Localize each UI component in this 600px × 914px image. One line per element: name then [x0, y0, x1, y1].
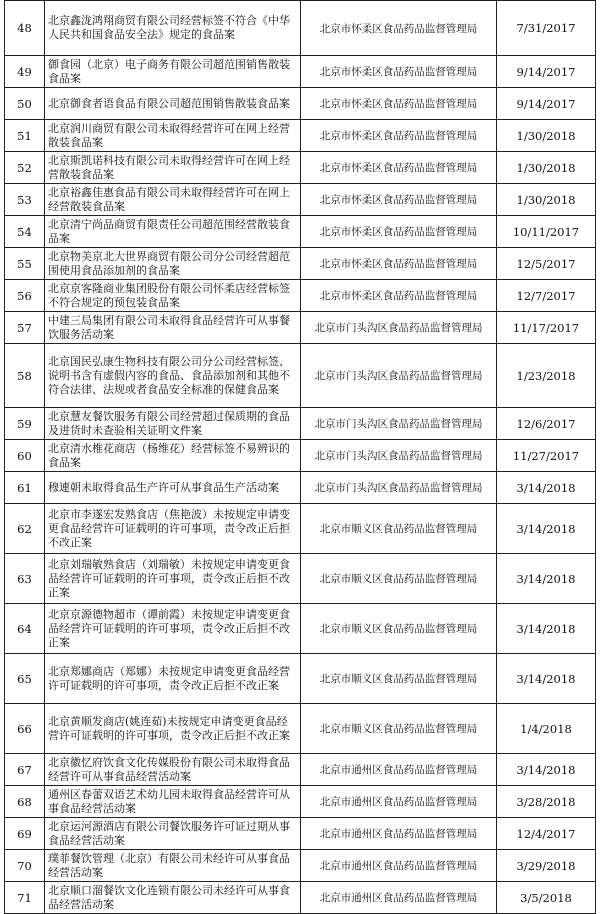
case-name-cell: 北京顺口溜餐饮文化连锁有限公司未经许可从事食品经营活动案: [45, 882, 301, 914]
case-number-cell: 56: [5, 280, 45, 312]
case-name-cell: 北京斯凯诺科技有限公司未取得经营许可在网上经营散装食品案: [45, 152, 301, 184]
decision-date-cell: 9/14/2017: [497, 56, 596, 88]
decision-date-cell: 3/29/2018: [497, 850, 596, 882]
authority-cell: 北京市顺义区食品药品监督管理局: [301, 654, 497, 704]
table-body: [5, 1, 596, 914]
decision-date-cell: 3/14/2018: [497, 654, 596, 704]
case-number-cell: 52: [5, 152, 45, 184]
table-row: [5, 1, 596, 56]
decision-date-cell: 12/5/2017: [497, 248, 596, 280]
case-name-cell: 北京清水椎花商店（杨维花）经营标签不易辨识的食品案: [45, 440, 301, 472]
authority-cell: 北京市门头沟区食品药品监督管理局: [301, 312, 497, 344]
table-row: [5, 882, 596, 914]
case-number-cell: 59: [5, 408, 45, 440]
penalty-cases-table: [4, 0, 596, 914]
table-row: [5, 604, 596, 654]
case-number-cell: 51: [5, 120, 45, 152]
authority-cell: 北京市门头沟区食品药品监督管理局: [301, 344, 497, 408]
decision-date-cell: 7/31/2017: [497, 1, 596, 56]
case-number-cell: 70: [5, 850, 45, 882]
table-row: [5, 818, 596, 850]
authority-cell: 北京市通州区食品药品监督管理局: [301, 754, 497, 786]
decision-date-cell: 3/14/2018: [497, 604, 596, 654]
case-name-cell: 穆連朝未取得食品生产许可从事食品生产活动案: [45, 472, 301, 504]
decision-date-cell: 3/5/2018: [497, 882, 596, 914]
authority-cell: 北京市通州区食品药品监督管理局: [301, 882, 497, 914]
case-number-cell: 49: [5, 56, 45, 88]
authority-cell: 北京市怀柔区食品药品监督管理局: [301, 152, 497, 184]
authority-cell: 北京市门头沟区食品药品监督管理局: [301, 440, 497, 472]
decision-date-cell: 1/30/2018: [497, 120, 596, 152]
table-row: [5, 120, 596, 152]
case-number-cell: 54: [5, 216, 45, 248]
case-name-cell: 北京国民弘康生物科技有限公司分公司经营标签、说明书含有虚假内容的食品、食品添加剂和其他不符合法律、法规或者食品安全标准的保健食品案: [45, 344, 301, 408]
decision-date-cell: 3/28/2018: [497, 786, 596, 818]
authority-cell: 北京市怀柔区食品药品监督管理局: [301, 1, 497, 56]
case-number-cell: 65: [5, 654, 45, 704]
case-number-cell: 71: [5, 882, 45, 914]
authority-cell: 北京市通州区食品药品监督管理局: [301, 818, 497, 850]
case-name-cell: 北京御食者语食品有限公司超范围销售散装食品案: [45, 88, 301, 120]
decision-date-cell: 1/30/2018: [497, 184, 596, 216]
table-row: [5, 504, 596, 554]
case-number-cell: 57: [5, 312, 45, 344]
case-name-cell: 北京黄顺发商店(姚连茹)未按规定申请变更食品经营许可证载明的许可事项，责令改正后拒不改正案: [45, 704, 301, 754]
authority-cell: 北京市通州区食品药品监督管理局: [301, 786, 497, 818]
decision-date-cell: 11/17/2017: [497, 312, 596, 344]
decision-date-cell: 3/14/2018: [497, 504, 596, 554]
decision-date-cell: 3/14/2018: [497, 754, 596, 786]
case-number-cell: 62: [5, 504, 45, 554]
case-number-cell: 68: [5, 786, 45, 818]
decision-date-cell: 10/11/2017: [497, 216, 596, 248]
authority-cell: 北京市顺义区食品药品监督管理局: [301, 604, 497, 654]
authority-cell: 北京市怀柔区食品药品监督管理局: [301, 216, 497, 248]
case-number-cell: 58: [5, 344, 45, 408]
decision-date-cell: 3/14/2018: [497, 472, 596, 504]
authority-cell: 北京市怀柔区食品药品监督管理局: [301, 88, 497, 120]
table-row: [5, 704, 596, 754]
case-number-cell: 63: [5, 554, 45, 604]
decision-date-cell: 1/23/2018: [497, 344, 596, 408]
table-row: [5, 184, 596, 216]
case-name-cell: 北京清宁尚品商贸有限责任公司超范围经营散装食品案: [45, 216, 301, 248]
decision-date-cell: 12/6/2017: [497, 408, 596, 440]
case-name-cell: 北京京客隆商业集团股份有限公司怀柔店经营标签不符合规定的预包装食品案: [45, 280, 301, 312]
authority-cell: 北京市顺义区食品药品监督管理局: [301, 554, 497, 604]
decision-date-cell: 12/4/2017: [497, 818, 596, 850]
authority-cell: 北京市通州区食品药品监督管理局: [301, 850, 497, 882]
decision-date-cell: 12/7/2017: [497, 280, 596, 312]
decision-date-cell: 1/30/2018: [497, 152, 596, 184]
case-name-cell: 通州区春蕾双语艺术幼儿园未取得食品经营许可从事食品经营活动案: [45, 786, 301, 818]
table-row: [5, 344, 596, 408]
table-row: [5, 88, 596, 120]
case-name-cell: 璞菲餐饮管理（北京）有限公司未经许可从事食品经营活动案: [45, 850, 301, 882]
authority-cell: 北京市怀柔区食品药品监督管理局: [301, 184, 497, 216]
decision-date-cell: 1/4/2018: [497, 704, 596, 754]
case-name-cell: 北京京源德物超市（谭前霞）未按规定申请变更食品经营许可证载明的许可事项，责令改正后拒不改正案: [45, 604, 301, 654]
case-name-cell: 北京徽忆府饮食文化传媒股份有限公司未取得食品经营许可从事食品经营活动案: [45, 754, 301, 786]
table-row: [5, 248, 596, 280]
case-name-cell: 北京郑娜商店（郑娜）未按规定申请变更食品经营许可证载明的许可事项，责令改正后拒不改正案: [45, 654, 301, 704]
table-row: [5, 216, 596, 248]
decision-date-cell: 9/14/2017: [497, 88, 596, 120]
case-name-cell: 北京鑫泷鸿翔商贸有限公司经营标签不符合《中华人民共和国食品安全法》规定的食品案: [45, 1, 301, 56]
table-row: [5, 280, 596, 312]
table-row: [5, 786, 596, 818]
authority-cell: 北京市怀柔区食品药品监督管理局: [301, 120, 497, 152]
case-name-cell: 北京市李遂宏发熟食店（焦艳波）未按规定申请变更食品经营许可证载明的许可事项，责令改正后拒不改正案: [45, 504, 301, 554]
case-number-cell: 60: [5, 440, 45, 472]
case-number-cell: 50: [5, 88, 45, 120]
decision-date-cell: 11/27/2017: [497, 440, 596, 472]
authority-cell: 北京市门头沟区食品药品监督管理局: [301, 472, 497, 504]
authority-cell: 北京市怀柔区食品药品监督管理局: [301, 280, 497, 312]
table-row: [5, 440, 596, 472]
case-name-cell: 北京慧友餐饮服务有限公司经营超过保质期的食品及进货时未查验相关证明文件案: [45, 408, 301, 440]
case-number-cell: 67: [5, 754, 45, 786]
case-number-cell: 48: [5, 1, 45, 56]
case-number-cell: 61: [5, 472, 45, 504]
decision-date-cell: 3/14/2018: [497, 554, 596, 604]
authority-cell: 北京市顺义区食品药品监督管理局: [301, 704, 497, 754]
table-row: [5, 754, 596, 786]
case-name-cell: 御食园（北京）电子商务有限公司超范围销售散装食品案: [45, 56, 301, 88]
table-row: [5, 56, 596, 88]
case-name-cell: 北京润川商贸有限公司未取得经营许可在网上经营散装食品案: [45, 120, 301, 152]
case-number-cell: 64: [5, 604, 45, 654]
case-number-cell: 53: [5, 184, 45, 216]
table-row: [5, 408, 596, 440]
table-row: [5, 850, 596, 882]
table-row: [5, 312, 596, 344]
table-row: [5, 654, 596, 704]
authority-cell: 北京市门头沟区食品药品监督管理局: [301, 408, 497, 440]
authority-cell: 北京市怀柔区食品药品监督管理局: [301, 56, 497, 88]
case-number-cell: 66: [5, 704, 45, 754]
case-name-cell: 北京物美京北大世界商贸有限公司分公司经营超范围使用食品添加剂的食品案: [45, 248, 301, 280]
table-row: [5, 152, 596, 184]
case-name-cell: 北京运河源酒店有限公司餐饮服务许可证过期从事食品经营活动案: [45, 818, 301, 850]
case-name-cell: 中建三局集团有限公司未取得食品经营许可从事餐饮服务活动案: [45, 312, 301, 344]
case-number-cell: 55: [5, 248, 45, 280]
authority-cell: 北京市怀柔区食品药品监督管理局: [301, 248, 497, 280]
case-name-cell: 北京裕鑫佳惠食品有限公司未取得经营许可在网上经营散装食品案: [45, 184, 301, 216]
authority-cell: 北京市顺义区食品药品监督管理局: [301, 504, 497, 554]
case-name-cell: 北京刘瑞敏熟食店（刘瑞敏）未按规定申请变更食品经营许可证载明的许可事项，责令改正后拒不改正案: [45, 554, 301, 604]
case-number-cell: 69: [5, 818, 45, 850]
table-row: [5, 472, 596, 504]
table-row: [5, 554, 596, 604]
